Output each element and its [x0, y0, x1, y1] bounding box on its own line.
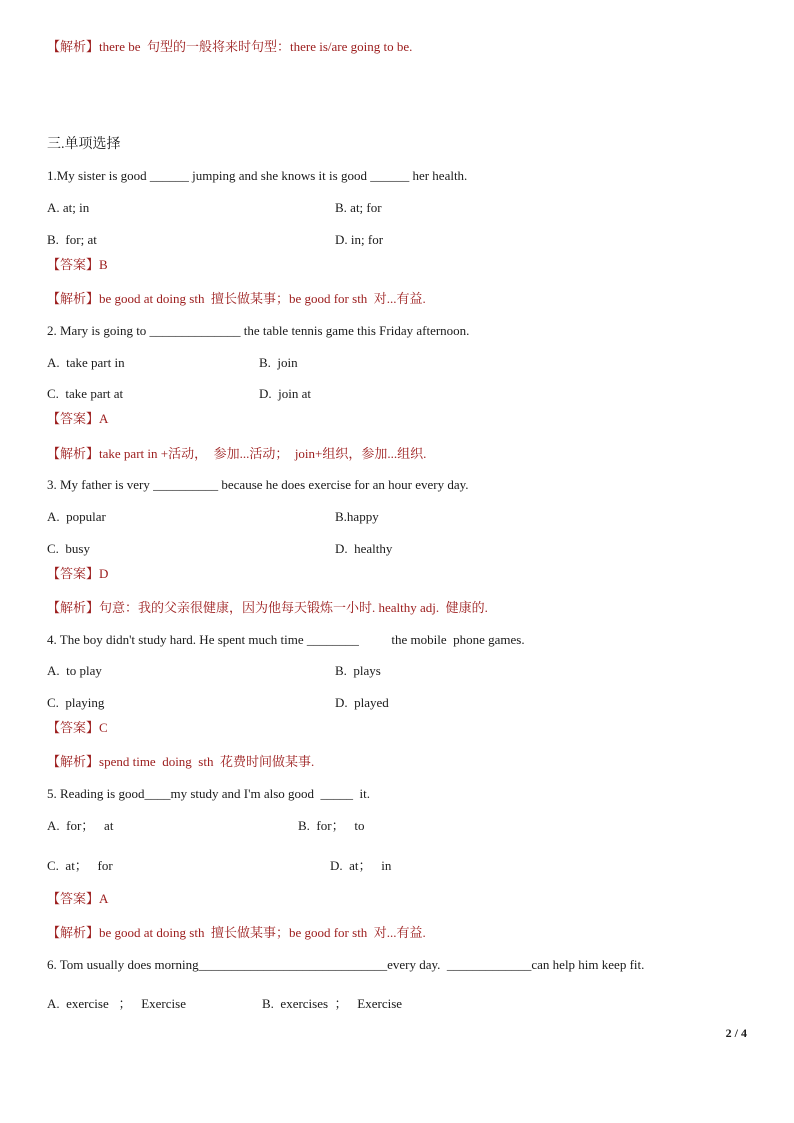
answer-tag: 【答案】	[47, 566, 100, 581]
analysis-text: 句意：我的父亲很健康，因为他每天锻炼一小时. healthy adj. 健康的.	[99, 600, 488, 615]
answer-line	[47, 257, 108, 273]
option: B. for； to	[298, 818, 365, 833]
analysis-tag: 【解析】	[47, 446, 100, 461]
answer-value: A	[99, 891, 109, 906]
answer-line	[47, 566, 108, 582]
question-stem: 1.My sister is good ______ jumping and she knows it is good ______ her health.	[47, 168, 468, 183]
answer-value: D	[99, 566, 109, 581]
option: A. for； at	[47, 818, 114, 833]
answer-line	[47, 891, 108, 907]
option: D. in; for	[335, 232, 384, 247]
option: C. busy	[47, 541, 90, 556]
option: B. for; at	[47, 232, 97, 247]
analysis-tag: 【解析】	[47, 39, 100, 54]
analysis-tag: 【解析】	[47, 925, 100, 940]
option: A. popular	[47, 509, 106, 524]
option: A. exercise ； Exercise	[47, 996, 186, 1011]
answer-value: C	[99, 720, 108, 735]
option: B.happy	[335, 509, 379, 524]
option: D. played	[335, 695, 389, 710]
option: D. join at	[259, 386, 311, 401]
intro-analysis	[47, 39, 412, 55]
page-number: 2 / 4	[725, 1026, 747, 1040]
answer-value: A	[99, 411, 109, 426]
answer-tag: 【答案】	[47, 257, 100, 272]
analysis-line	[47, 446, 426, 462]
answer-value: B	[99, 257, 108, 272]
option: B. at; for	[335, 200, 382, 215]
option: D. healthy	[335, 541, 393, 556]
analysis-tag: 【解析】	[47, 754, 100, 769]
option: B. plays	[335, 663, 381, 678]
option: A. at; in	[47, 200, 90, 215]
answer-tag: 【答案】	[47, 891, 100, 906]
option: C. take part at	[47, 386, 124, 401]
option: B. exercises ； Exercise	[262, 996, 403, 1011]
analysis-line	[47, 291, 426, 307]
option: C. playing	[47, 695, 105, 710]
answer-tag: 【答案】	[47, 411, 100, 426]
analysis-text: there be 句型的一般将来时句型：there is/are going to be.	[99, 39, 413, 54]
question-stem: 4. The boy didn't study hard. He spent much time ________ the mobile phone games.	[47, 632, 525, 647]
question-stem: 5. Reading is good____my study and I'm also good _____ it.	[47, 786, 370, 801]
question-stem: 6. Tom usually does morning_____________________________every day. _____________can help him keep fit.	[47, 957, 645, 972]
analysis-line	[47, 754, 314, 770]
answer-tag: 【答案】	[47, 720, 100, 735]
analysis-text: spend time doing sth 花费时间做某事.	[99, 754, 315, 769]
analysis-line	[47, 600, 488, 616]
question-stem: 2. Mary is going to ______________ the table tennis game this Friday afternoon.	[47, 323, 470, 338]
analysis-line	[47, 925, 426, 941]
question-stem: 3. My father is very __________ because he does exercise for an hour every day.	[47, 477, 469, 492]
analysis-tag: 【解析】	[47, 291, 100, 306]
answer-line	[47, 411, 108, 427]
option: A. to play	[47, 663, 102, 678]
analysis-tag: 【解析】	[47, 600, 100, 615]
answer-line	[47, 720, 108, 736]
section-title: 三.单项选择	[47, 137, 121, 152]
analysis-text: be good at doing sth 擅长做某事；be good for sth 对...有益.	[99, 925, 426, 940]
option: A. take part in	[47, 355, 125, 370]
option: D. at； in	[330, 858, 392, 873]
option: B. join	[259, 355, 298, 370]
option: C. at； for	[47, 858, 113, 873]
analysis-text: be good at doing sth 擅长做某事；be good for sth 对...有益.	[99, 291, 426, 306]
analysis-text: take part in +活动， 参加...活动； join+组织，参加...组织.	[99, 446, 427, 461]
